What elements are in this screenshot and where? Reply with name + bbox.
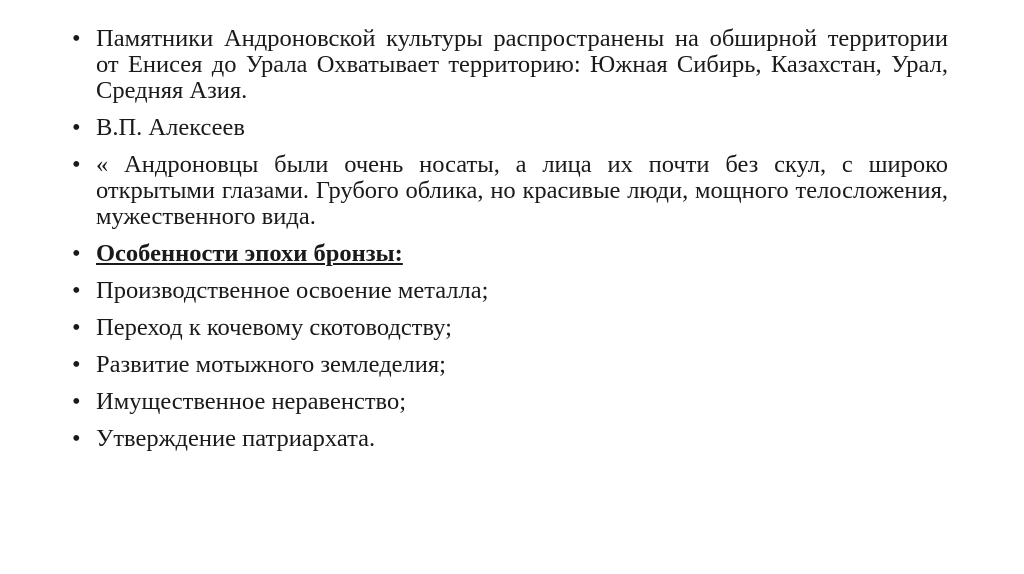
bullet-text: Производственное освоение металла; xyxy=(96,277,489,304)
list-item xyxy=(72,315,948,341)
bullet-icon: • xyxy=(72,114,81,141)
bullet-text: « Андроновцы были очень носаты, а лица их почти без скул, с широко открытыми глазами. Грубого облика, но красивые люди, мощного телосложения, мужественного вида. xyxy=(96,151,948,230)
bullet-icon: • xyxy=(72,425,81,452)
bullet-icon: • xyxy=(72,351,81,378)
bullet-text: Памятники Андроновской культуры распространены на обширной территории от Енисея до Урала Охватывает территорию: Южная Сибирь, Казахстан, Урал, Средняя Азия. xyxy=(96,25,948,104)
list-item xyxy=(72,278,948,304)
list-item xyxy=(72,241,948,267)
bullet-text: В.П. Алексеев xyxy=(96,114,245,141)
bullet-icon: • xyxy=(72,314,81,341)
bullet-list xyxy=(72,26,948,463)
bullet-icon: • xyxy=(72,151,81,178)
list-item xyxy=(72,389,948,415)
list-item xyxy=(72,152,948,230)
section-heading: Особенности эпохи бронзы: xyxy=(96,240,403,267)
bullet-icon: • xyxy=(72,240,81,267)
bullet-text: Переход к кочевому скотоводству; xyxy=(96,314,452,341)
bullet-icon: • xyxy=(72,277,81,304)
bullet-text: Имущественное неравенство; xyxy=(96,388,407,415)
list-item xyxy=(72,426,948,452)
list-item xyxy=(72,115,948,141)
list-item xyxy=(72,26,948,104)
bullet-text: Развитие мотыжного земледелия; xyxy=(96,351,446,378)
bullet-icon: • xyxy=(72,25,81,52)
bullet-text: Утверждение патриархата. xyxy=(96,425,376,452)
list-item xyxy=(72,352,948,378)
bullet-icon: • xyxy=(72,388,81,415)
